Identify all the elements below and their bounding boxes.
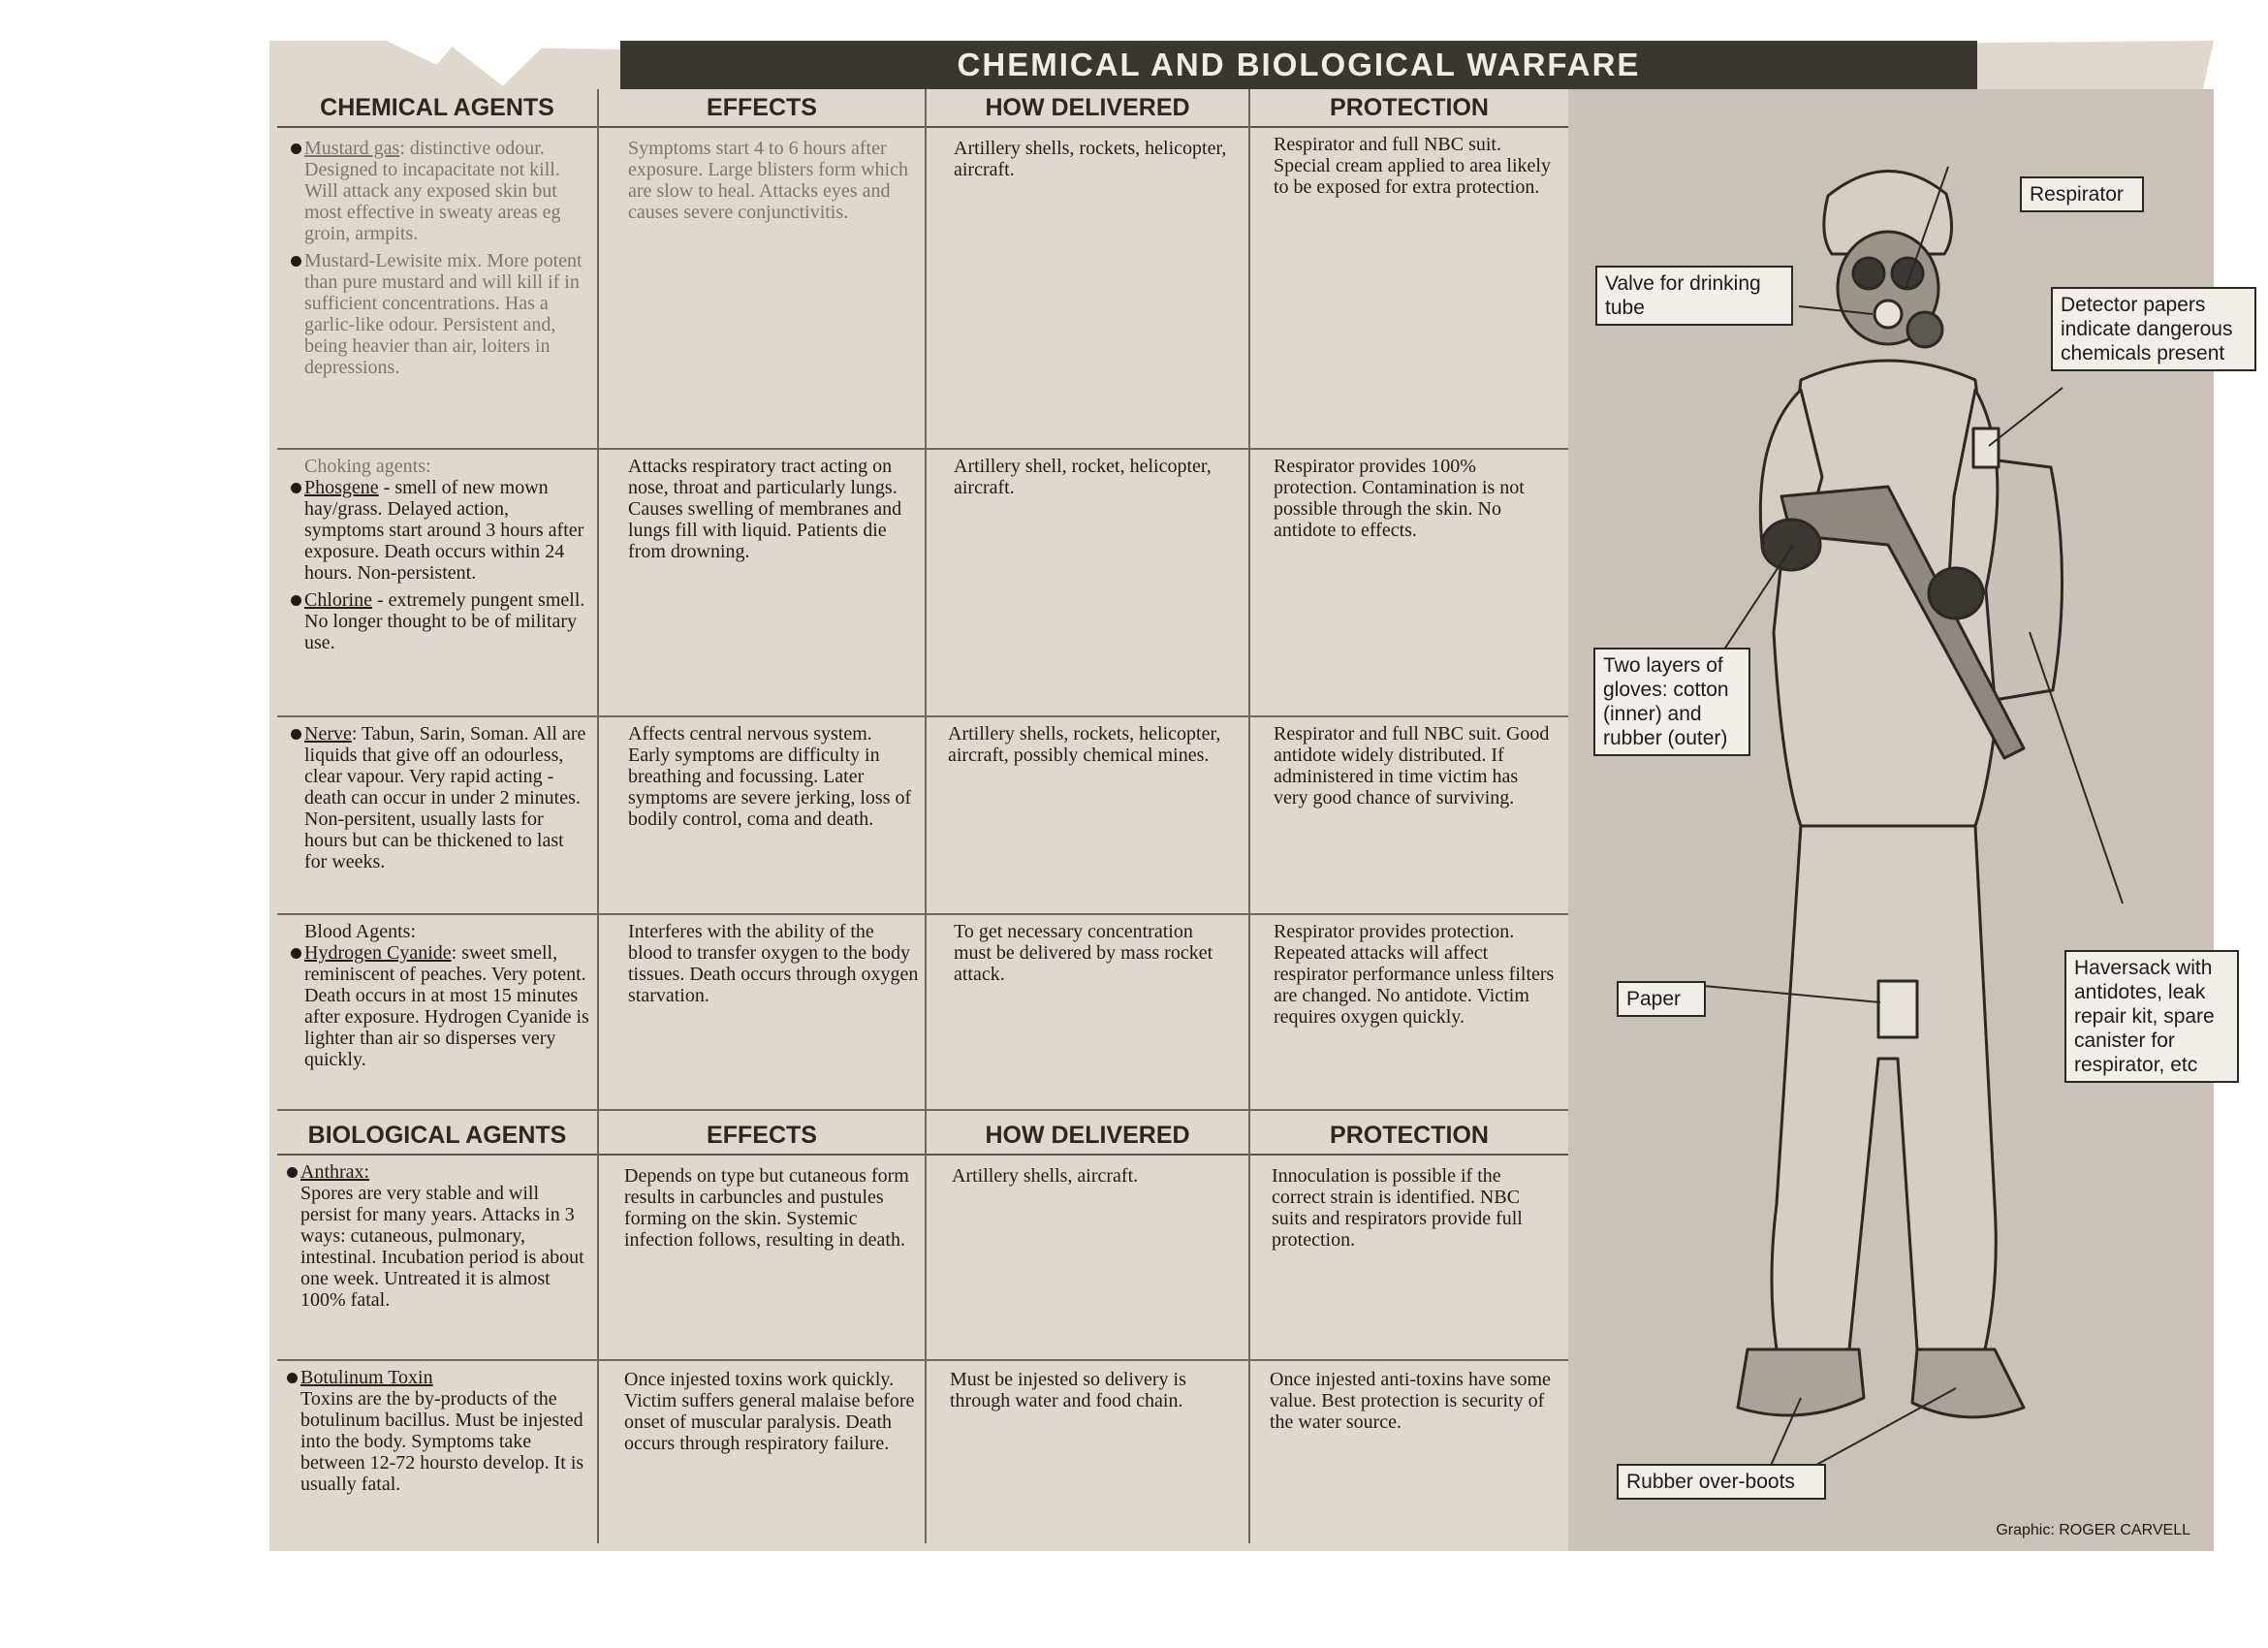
agent-chlorine: Chlorine - extremely pungent smell. No longer thought to be of military use.	[304, 589, 589, 653]
callout-respirator: Respirator	[2020, 176, 2144, 212]
agent-botulinum: Botulinum Toxin	[300, 1367, 589, 1388]
chem-row-1-agents	[304, 138, 589, 378]
column-divider	[925, 89, 927, 1543]
bullet-icon	[287, 1167, 298, 1178]
chem-row-1-delivered: Artillery shells, rockets, helicopter, aircraft.	[954, 138, 1227, 180]
bio-row-2-effects: Once injested toxins work quickly. Victim suffers general malaise before onset of muscular paralysis. Death occurs through respiratory failure.	[624, 1369, 915, 1454]
bullet-icon	[291, 483, 301, 493]
chem-row-1-effects: Symptoms start 4 to 6 hours after exposure. Large blisters form which are slow to heal. Attacks eyes and causes severe conjunctivitis.	[628, 138, 908, 223]
page-title: CHEMICAL AND BIOLOGICAL WARFARE	[620, 41, 1977, 89]
chem-row-3-agents	[304, 723, 589, 872]
bio-row-2-agent: Botulinum Toxin Toxins are the by-products of the botulinum bacillus. Must be injested into the body. Symptoms take between 12-72 hoursto develop. It is usually fatal.	[300, 1367, 589, 1495]
callout-rubber-over-boots: Rubber over-boots	[1617, 1464, 1826, 1500]
header-bio-effects: EFFECTS	[599, 1117, 925, 1156]
row-divider	[277, 1359, 1568, 1361]
chem-row-2-delivered: Artillery shell, rocket, helicopter, aircraft.	[954, 456, 1212, 498]
bullet-icon	[291, 143, 301, 154]
bio-row-1-protection: Innoculation is possible if the correct strain is identified. NBC suits and respirators provide full protection.	[1272, 1165, 1523, 1251]
graphic-credit: Graphic: ROGER CARVELL	[1996, 1522, 2190, 1538]
header-how-delivered: HOW DELIVERED	[927, 89, 1248, 128]
callout-haversack: Haversack with antidotes, leak repair kit, spare canister for respirator, etc	[2064, 950, 2239, 1083]
row-divider	[277, 913, 1568, 915]
nbc-soldier-illustration	[1568, 89, 2233, 1551]
header-effects: EFFECTS	[599, 89, 925, 128]
bullet-icon	[291, 729, 301, 740]
agent-mustard-lewisite: Mustard-Lewisite mix. More potent than pure mustard and will kill if in sufficient concentrations. Has a garlic-like odour. Persistent and, being heavier than air, loiters in depressions.	[304, 250, 589, 378]
chem-row-4-effects: Interferes with the ability of the blood to transfer oxygen to the body tissues. Death occurs through oxygen starvation.	[628, 921, 919, 1006]
callout-gloves: Two layers of gloves: cotton (inner) and rubber (outer)	[1593, 648, 1750, 756]
bullet-icon	[291, 256, 301, 267]
chem-row-2-agents	[304, 456, 589, 653]
chem-row-2-protection: Respirator provides 100% protection. Contamination is not possible through the skin. No antidote to effects.	[1274, 456, 1525, 541]
chem-row-3-protection: Respirator and full NBC suit. Good antidote widely distributed. If administered in time victim has very good chance of surviving.	[1274, 723, 1550, 808]
agent-hydrogen-cyanide: Hydrogen Cyanide: sweet smell, reminiscent of peaches. Very potent. Death occurs in at most 15 minutes after exposure. Hydrogen Cyanide is lighter than air so disperses very quickly.	[304, 942, 589, 1070]
chem-row-4-agents	[304, 921, 589, 1070]
bullet-icon	[291, 595, 301, 606]
chem-row-1-protection: Respirator and full NBC suit. Special cream applied to area likely to be exposed for extra protection.	[1274, 134, 1551, 198]
header-biological-agents: BIOLOGICAL AGENTS	[277, 1117, 597, 1156]
header-protection: PROTECTION	[1250, 89, 1568, 128]
callout-valve-drinking-tube: Valve for drinking tube	[1595, 266, 1793, 326]
chem-row-4-protection: Respirator provides protection. Repeated attacks will affect respirator performance unless filters are changed. No antidote. Victim requires oxygen quickly.	[1274, 921, 1555, 1028]
bullet-icon	[291, 948, 301, 959]
agent-group-label: Blood Agents:	[304, 921, 417, 942]
bio-row-2-delivered: Must be injested so delivery is through water and food chain.	[950, 1369, 1186, 1411]
bullet-icon	[287, 1373, 298, 1383]
bio-row-1-agent: Anthrax: Spores are very stable and will persist for many years. Attacks in 3 ways: cutaneous, pulmonary, intestinal. Incubation period is about one week. Untreated it is almost 100% fatal.	[300, 1161, 589, 1311]
chem-row-2-effects: Attacks respiratory tract acting on nose, throat and particularly lungs. Causes swelling of membranes and lungs fill with liquid. Patients die from drowning.	[628, 456, 902, 562]
bio-row-1-delivered: Artillery shells, aircraft.	[952, 1165, 1139, 1187]
agent-anthrax: Anthrax:	[300, 1161, 589, 1183]
bio-row-2-protection: Once injested anti-toxins have some value. Best protection is security of the water source.	[1270, 1369, 1551, 1433]
header-bio-how-delivered: HOW DELIVERED	[927, 1117, 1248, 1156]
row-divider	[277, 448, 1568, 450]
column-divider	[597, 89, 599, 1543]
callout-paper: Paper	[1617, 981, 1706, 1017]
agent-mustard-gas: Mustard gas: distinctive odour. Designed to incapacitate not kill. Will attack any exposed skin but most effective in sweaty areas eg groin, armpits.	[304, 138, 589, 244]
chem-row-3-effects: Affects central nervous system. Early symptoms are difficulty in breathing and focussing. Later symptoms are severe jerking, loss of bodily control, coma and death.	[628, 723, 912, 830]
agent-phosgene: Phosgene - smell of new mown hay/grass. Delayed action, symptoms start around 3 hours after exposure. Death occurs within 24 hours. Non-persistent.	[304, 477, 589, 584]
bio-row-1-effects: Depends on type but cutaneous form results in carbuncles and pustules forming on the skin. Systemic infection follows, resulting in death.	[624, 1165, 909, 1251]
chem-row-4-delivered: To get necessary concentration must be delivered by mass rocket attack.	[954, 921, 1213, 985]
row-divider	[277, 715, 1568, 717]
callout-detector-papers: Detector papers indicate dangerous chemicals present	[2051, 287, 2256, 371]
header-bio-protection: PROTECTION	[1250, 1117, 1568, 1156]
row-divider	[277, 1109, 1568, 1111]
column-divider	[1248, 89, 1250, 1543]
agent-nerve: Nerve: Tabun, Sarin, Soman. All are liquids that give off an odourless, clear vapour. Very rapid acting - death can occur in under 2 minutes. Non-persitent, usually lasts for hours but can be thickened to last for weeks.	[304, 723, 589, 872]
chem-row-3-delivered: Artillery shells, rockets, helicopter, aircraft, possibly chemical mines.	[948, 723, 1221, 766]
agents-table	[277, 89, 1568, 1551]
header-chemical-agents: CHEMICAL AGENTS	[277, 89, 597, 128]
agent-group-label: Choking agents:	[304, 456, 431, 477]
